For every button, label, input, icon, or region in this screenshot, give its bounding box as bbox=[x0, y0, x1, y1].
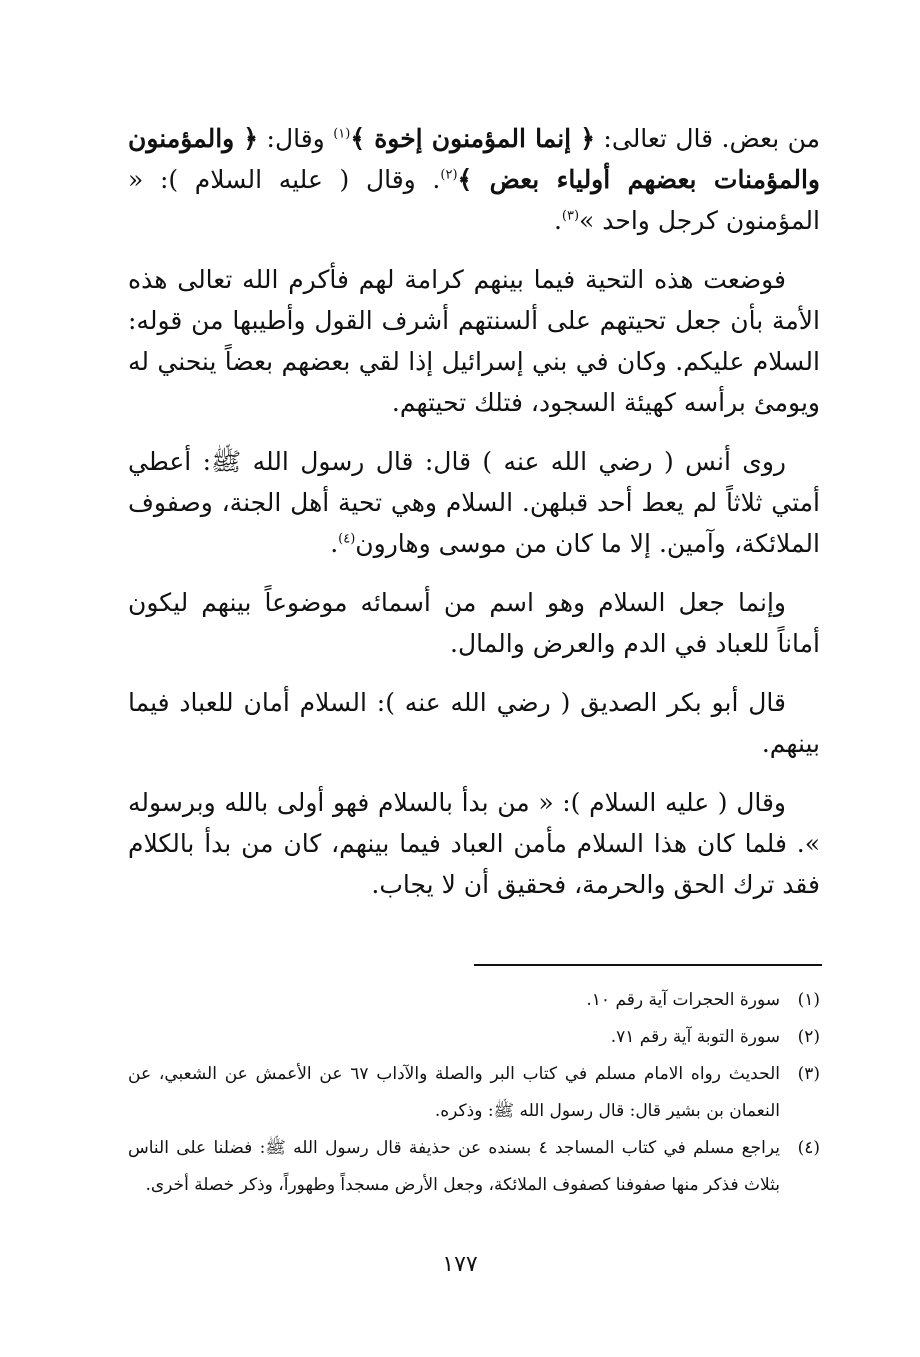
footnote-ref-3: (٣) bbox=[561, 208, 580, 224]
main-text bbox=[128, 118, 820, 922]
footnote-2 bbox=[128, 1019, 820, 1056]
footnote-text: يراجع مسلم في كتاب المساجد ٤ بسنده عن حذيفة قال رسول الله ﷺ: فضلنا على الناس بثلاث فذكر منها صفوفنا كصفوف الملائكة، وجعل الأرض مسجداً وطهوراً، وذكر خصلة أخرى. bbox=[128, 1138, 780, 1195]
page-number: ١٧٧ bbox=[442, 1252, 478, 1277]
footnotes bbox=[128, 982, 820, 1204]
quran-verse-1: ﴿ إنما المؤمنون إخوة ﴾ bbox=[350, 124, 595, 153]
footnote-text: سورة التوبة آية رقم ٧١. bbox=[610, 1027, 780, 1047]
paragraph-6-text: وقال ( عليه السلام ): « من بدأ بالسلام فهو أولى بالله وبرسوله ». فلما كان هذا السلام مأمن العباد فيما بينهم، كان من بدأ بالكلام فقد ترك الحق والحرمة، فحقيق أن لا يجاب. bbox=[128, 788, 820, 899]
footnote-ref-2: (٢) bbox=[440, 167, 458, 183]
footnote-ref-1: (١) bbox=[333, 126, 351, 142]
quran-verse-2: ﴿ والمؤمنون والمؤمنات بعضهم أولياء بعض ﴾ bbox=[128, 124, 820, 194]
footnote-text: الحديث رواه الامام مسلم في كتاب البر والصلة والآداب ٦٧ عن الأعمش عن الشعبي، عن النعمان بن بشير قال: قال رسول الله ﷺ: وذكره. bbox=[128, 1064, 780, 1121]
paragraph-3 bbox=[128, 441, 820, 564]
paragraph-1-text-b: وقال: bbox=[258, 124, 334, 153]
footnote-number: (١) bbox=[797, 990, 820, 1010]
footnote-ref-4: (٤) bbox=[338, 531, 356, 547]
paragraph-4 bbox=[128, 582, 820, 664]
paragraph-2-text: فوضعت هذه التحية فيما بينهم كرامة لهم فأكرم الله تعالى هذه الأمة بأن جعل تحيتهم على ألسنتهم أشرف القول وأطيبها من قوله: السلام عليكم. وكان في بني إسرائيل إذا لقي بعضهم بعضاً ينحني له ويومئ برأسه كهيئة السجود، فتلك تحيتهم. bbox=[128, 265, 820, 417]
footnote-4 bbox=[128, 1130, 820, 1204]
paragraph-1-text-a: من بعض. قال تعالى: bbox=[594, 124, 821, 153]
footnote-divider bbox=[474, 964, 822, 966]
paragraph-5 bbox=[128, 682, 820, 764]
paragraph-3-end: . bbox=[330, 529, 339, 558]
footnote-number: (٢) bbox=[797, 1027, 820, 1047]
footnote-1 bbox=[128, 982, 820, 1019]
paragraph-5-text: قال أبو بكر الصديق ( رضي الله عنه ): السلام أمان للعباد فيما بينهم. bbox=[128, 688, 820, 758]
footnote-number: (٤) bbox=[797, 1138, 820, 1158]
paragraph-2 bbox=[128, 259, 820, 423]
paragraph-1 bbox=[128, 118, 820, 241]
footnote-number: (٣) bbox=[797, 1064, 820, 1084]
footnote-3 bbox=[128, 1056, 820, 1130]
paragraph-1-text-d: . bbox=[553, 206, 562, 235]
paragraph-1-text-c: . وقال ( عليه السلام ): « المؤمنون كرجل واحد » bbox=[128, 165, 820, 235]
footnote-text: سورة الحجرات آية رقم ١٠. bbox=[586, 990, 780, 1010]
paragraph-6 bbox=[128, 782, 820, 905]
paragraph-3-text: روى أنس ( رضي الله عنه ) قال: قال رسول الله ﷺ: أعطي أمتي ثلاثاً لم يعط أحد قبلهن. السلام وهي تحية أهل الجنة، وصفوف الملائكة، وآمين. إلا ما كان من موسى وهارون bbox=[128, 447, 820, 558]
paragraph-4-text: وإنما جعل السلام وهو اسم من أسمائه موضوعاً بينهم ليكون أماناً للعباد في الدم والعرض والمال. bbox=[128, 588, 820, 658]
